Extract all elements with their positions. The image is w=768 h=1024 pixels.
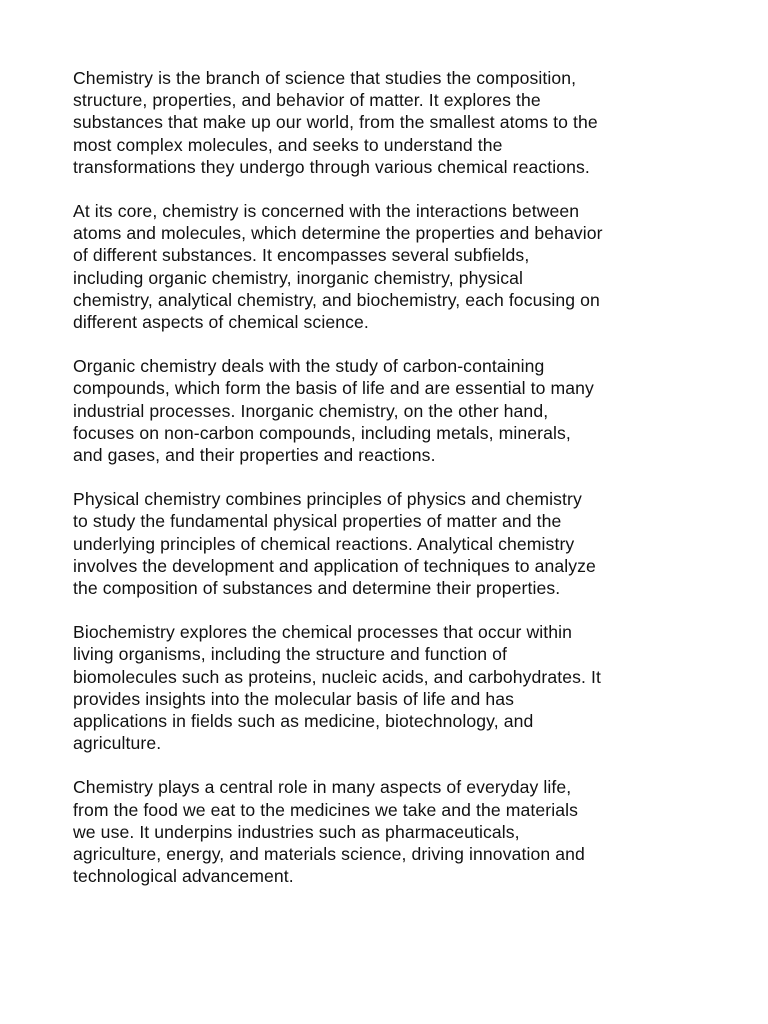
- paragraph: Organic chemistry deals with the study of carbon-containing compounds, which form the basis of life and are essential to many industrial processes. Inorganic chemistry, on the other hand, focuses on non-carbon compounds, including metals, minerals, and gases, and their properties and reactions.: [73, 356, 594, 466]
- paragraph: Biochemistry explores the chemical processes that occur within living organisms, including the structure and function of biomolecules such as proteins, nucleic acids, and carbohydrates. It provides insights into the molecular basis of life and has applications in fields such as medicine, biotechnology, and agriculture.: [73, 622, 601, 754]
- document-body: [73, 67, 703, 910]
- paragraph: Chemistry plays a central role in many aspects of everyday life, from the food we eat to the medicines we take and the materials we use. It underpins industries such as pharmaceuticals, agriculture, energy, and materials science, driving innovation and technological advancement.: [73, 777, 585, 887]
- paragraph: Chemistry is the branch of science that studies the composition, structure, properties, and behavior of matter. It explores the substances that make up our world, from the smallest atoms to the most complex molecules, and seeks to understand the transformations they undergo through various chemical reactions.: [73, 68, 598, 177]
- paragraph: At its core, chemistry is concerned with the interactions between atoms and molecules, which determine the properties and behavior of different substances. It encompasses several subfields, including organic chemistry, inorganic chemistry, physical chemistry, analytical chemistry, and biochemistry, each focusing on different aspects of chemical science.: [73, 201, 603, 333]
- paragraph: Physical chemistry combines principles of physics and chemistry to study the fundamental physical properties of matter and the underlying principles of chemical reactions. Analytical chemistry involves the development and application of techniques to analyze the composition of substances and determine their properties.: [73, 489, 596, 599]
